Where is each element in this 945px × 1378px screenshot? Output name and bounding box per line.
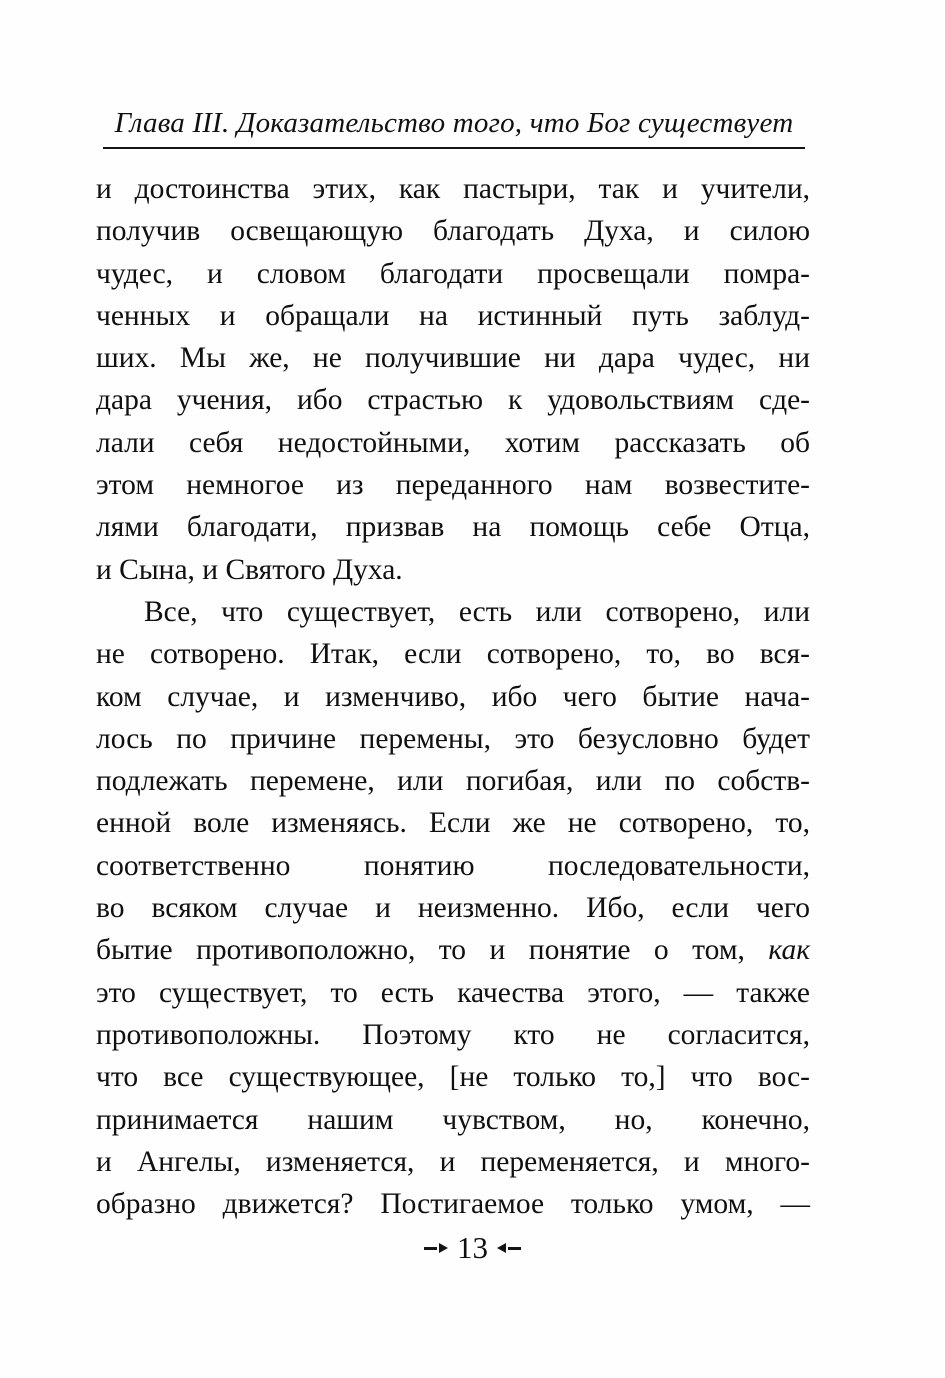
arrow-left-dash-icon <box>497 1243 521 1253</box>
text-line: и Ангелы, изменяется, и переменяется, и много- <box>96 1145 810 1178</box>
text-line: что все существующее, [не только то,] что вос- <box>96 1061 810 1094</box>
text-line: подлежать перемене, или погибая, или по собств- <box>96 765 810 798</box>
text-line: это существует, то есть качества этого, — также <box>96 976 810 1009</box>
page-number: 13 <box>457 1230 488 1265</box>
text-line: дара учения, ибо страстью к удовольствиям сде- <box>96 384 810 417</box>
text-line: лось по причине перемены, это безусловно будет <box>96 722 810 755</box>
header-rule <box>103 147 805 149</box>
text-line: енной воле изменяясь. Если же не сотворено, то, <box>96 807 810 840</box>
text-line: этом немногое из переданного нам возвестите- <box>96 469 810 502</box>
text-line: противоположны. Поэтому кто не согласится, <box>96 1018 810 1051</box>
dash-arrow-right-icon <box>424 1243 448 1253</box>
text-line: соответственно понятию последовательности, <box>96 849 810 882</box>
text-line: лали себя недостойными, хотим рассказать об <box>96 426 810 459</box>
text-line: получив освещающую благодать Духа, и силою <box>96 215 810 248</box>
text-line-paragraph-start: Все, что существует, есть или сотворено, или <box>144 595 810 628</box>
text-line: ченных и обращали на истинный путь заблуд- <box>96 299 810 332</box>
chapter-running-head: Глава III. Доказательство того, что Бог существует <box>114 107 794 139</box>
text-line: лями благодати, призвав на помощь себе Отца, <box>96 511 810 544</box>
ornament-triangle-left <box>497 1243 506 1253</box>
text-line: ших. Мы же, не получившие ни дара чудес, ни <box>96 342 810 375</box>
text-line: во всяком случае и неизменно. Ибо, если чего <box>96 892 810 925</box>
ornament-triangle-right <box>439 1243 448 1253</box>
text-segment: бытие противоположно, то и понятие о том, <box>96 934 769 967</box>
text-line: ком случае, и изменчиво, ибо чего бытие нача- <box>96 680 810 713</box>
ornament-dash <box>424 1247 437 1250</box>
text-line: чудес, и словом благодати просвещали помра- <box>96 257 810 290</box>
text-line: не сотворено. Итак, если сотворено, то, во вся- <box>96 638 810 671</box>
text-line: и достоинства этих, как пастыри, так и учители, <box>96 173 810 205</box>
body-text <box>96 168 810 1225</box>
text-line-paragraph-end: и Сына, и Святого Духа. <box>96 553 403 586</box>
emphasized-word: как <box>768 934 810 967</box>
text-line-with-emphasis <box>96 929 810 971</box>
text-line: образно движется? Постигаемое только умом, — <box>96 1188 810 1221</box>
text-line: принимается нашим чувством, но, конечно, <box>96 1103 810 1136</box>
ornament-dash <box>508 1247 521 1250</box>
page-footer <box>0 1228 945 1268</box>
